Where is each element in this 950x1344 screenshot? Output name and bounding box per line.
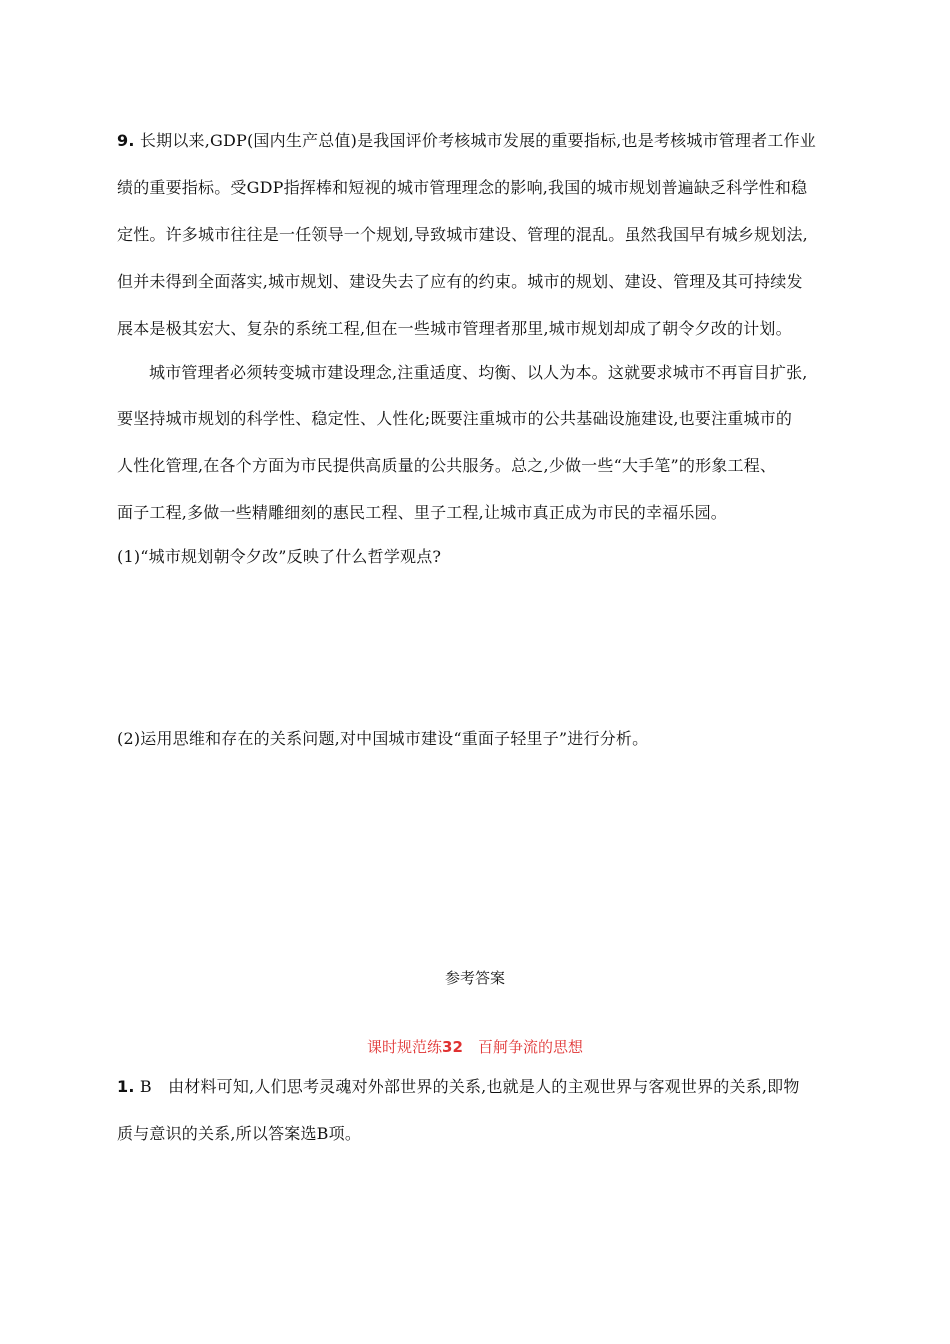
section-title-number: 32	[442, 1038, 463, 1056]
q9-p1-text-2: 绩的重要指标。受GDP指挥棒和短视的城市管理理念的影响,我国的城市规划普遍缺乏科学性和稳	[117, 178, 808, 197]
answer-1-text-2: 质与意识的关系,所以答案选B项。	[117, 1124, 362, 1143]
q9-p1-text-1: 长期以来,GDP(国内生产总值)是我国评价考核城市发展的重要指标,也是考核城市管理者工作业	[139, 131, 816, 150]
answer-number: 1.	[117, 1077, 135, 1096]
answer-1-text-1: B 由材料可知,人们思考灵魂对外部世界的关系,也就是人的主观世界与客观世界的关系,即物	[139, 1077, 800, 1096]
q9-p2-text-1: 城市管理者必须转变城市建设理念,注重适度、均衡、以人为本。这就要求城市不再盲目扩张,	[149, 363, 808, 382]
answers-heading: 参考答案	[444, 969, 505, 987]
q9-p2-text-3: 人性化管理,在各个方面为市民提供高质量的公共服务。总之,少做一些“大手笔”的形象工程、	[117, 456, 777, 475]
q9-line-1	[117, 130, 837, 152]
q9-p1-text-3: 定性。许多城市往往是一任领导一个规划,导致城市建设、管理的混乱。虽然我国早有城乡规划法,	[117, 225, 808, 244]
sub-question-2: (2)运用思维和存在的关系问题,对中国城市建设“重面子轻里子”进行分析。	[117, 729, 649, 748]
q9-p2-text-2: 要坚持城市规划的科学性、稳定性、人性化;既要注重城市的公共基础设施建设,也要注重城市的	[117, 409, 793, 428]
sub-question-1: (1)“城市规划朝令夕改”反映了什么哲学观点?	[117, 547, 442, 566]
section-title-prefix: 课时规范练	[367, 1038, 443, 1056]
question-number: 9.	[117, 131, 135, 150]
q9-p2-text-4: 面子工程,多做一些精雕细刻的惠民工程、里子工程,让城市真正成为市民的幸福乐园。	[117, 503, 727, 522]
section-title-suffix: 百舸争流的思想	[477, 1038, 583, 1056]
answer-1-line-1	[117, 1076, 837, 1098]
section-title	[0, 1036, 950, 1058]
q9-p1-text-5: 展本是极其宏大、复杂的系统工程,但在一些城市管理者那里,城市规划却成了朝令夕改的计划。	[117, 319, 792, 338]
q9-p1-text-4: 但并未得到全面落实,城市规划、建设失去了应有的约束。城市的规划、建设、管理及其可持续发	[117, 272, 803, 291]
